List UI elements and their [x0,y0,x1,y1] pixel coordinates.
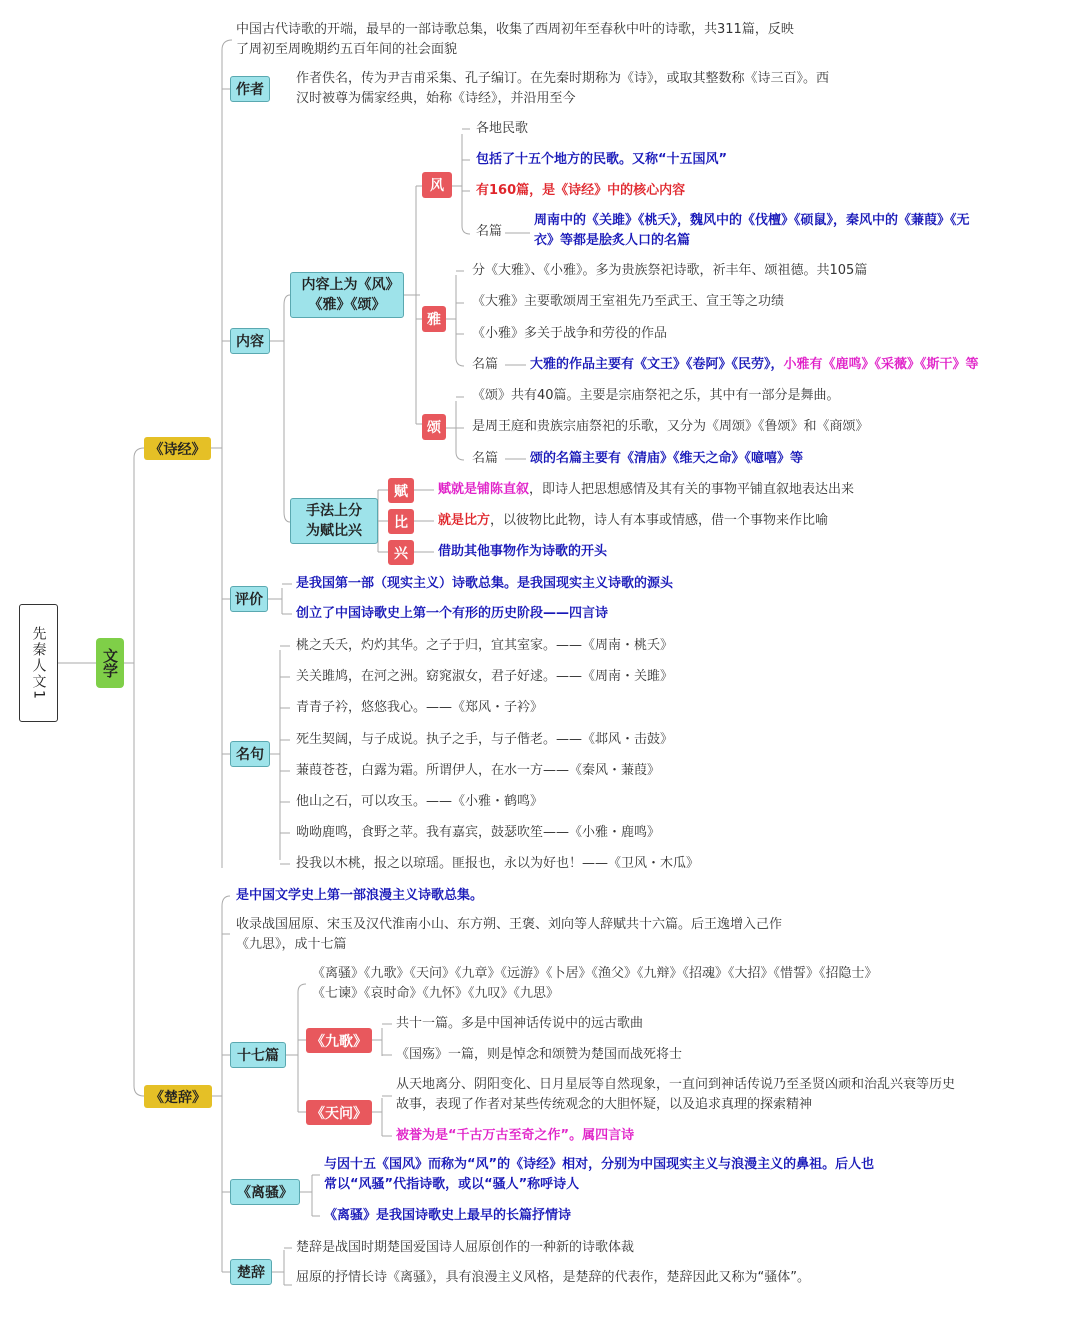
shiqi-list: 《离骚》《九歌》《天问》《九章》《远游》《卜居》《渔父》《九辩》《招魂》《大招》《惜誓》《招隐士》《七谏》《哀时命》《九怀》《九叹》《九思》 [312,966,872,1001]
pingjia-item-2: 创立了中国诗歌史上第一个有形的历史阶段——四言诗 [296,606,609,621]
fu-highlight: 赋就是铺陈直叙 [438,482,530,497]
wenxue-label: 文学 [101,648,119,678]
jiuge-item-1: 共十一篇。多是中国神话传说中的远古歌曲 [396,1016,644,1031]
chucibox-node[interactable]: 楚辞 [230,1259,272,1285]
fu-text [438,480,854,500]
feng-item-2: 包括了十五个地方的民歌。又称“十五国风” [476,152,728,167]
lisao-text-1: 与因十五《国风》而称为“风”的《诗经》相对，分别为中国现实主义与浪漫主义的鼻祖。后人也常以“风骚”代指诗歌，或以“骚人”称呼诗人 [324,1157,875,1192]
song-node[interactable]: 颂 [422,414,446,440]
xing-text: 借助其他事物作为诗歌的开头 [438,544,608,559]
mingju-item: 蒹葭苍苍，白露为霜。所谓伊人，在水一方——《秦风・蒹葭》 [296,763,661,778]
chuci-node[interactable]: 《楚辞》 [144,1085,212,1108]
fu-rest: ，即诗人把思想感情及其有关的事物平铺直叙地表达出来 [529,482,855,497]
feng-node[interactable]: 风 [422,172,452,198]
mingju-node[interactable]: 名句 [230,741,270,767]
root-label: 先秦人文1 [30,625,47,701]
pingjia-item-1: 是我国第一部（现实主义）诗歌总集。是我国现实主义诗歌的源头 [296,576,674,591]
ya-node[interactable]: 雅 [422,306,446,332]
ya-item-1: 分《大雅》、《小雅》。多为贵族祭祀诗歌，祈丰年、颂祖德。共105篇 [472,263,868,278]
chucibox-item-1: 楚辞是战国时期楚国爱国诗人屈原创作的一种新的诗歌体裁 [296,1240,635,1255]
shijing-intro: 中国古代诗歌的开端，最早的一部诗歌总集，收集了西周初年至春秋中叶的诗歌，共311篇，反映了周初至周晚期约五百年间的社会面貌 [236,22,794,57]
chucibox-item-2: 屈原的抒情长诗《离骚》，具有浪漫主义风格，是楚辞的代表作，楚辞因此又称为“骚体”。 [296,1270,810,1285]
jiuge-node[interactable]: 《九歌》 [306,1028,372,1053]
mingju-item: 死生契阔，与子成说。执子之手，与子偕老。——《邶风・击鼓》 [296,732,674,747]
shoufa-node[interactable]: 手法上分为赋比兴 [290,498,378,544]
ya-ming-blue: 大雅的作品主要有《文王》《卷阿》《民劳》， [530,357,784,372]
song-item-2: 是周王庭和贵族宗庙祭祀的乐歌，又分为《周颂》《鲁颂》和《商颂》 [472,419,869,434]
wenxue-node[interactable] [96,638,124,688]
feng-item-1: 各地民歌 [476,121,529,136]
content-sub-node[interactable]: 内容上为《风》《雅》《颂》 [290,272,404,318]
author-text: 作者佚名，传为尹吉甫采集、孔子编订。在先秦时期称为《诗》，或取其整数称《诗三百》。西汉时被尊为儒家经典，始称《诗经》，并沿用至今 [296,71,830,106]
pingjia-node[interactable]: 评价 [230,586,268,612]
mingju-item: 桃之夭夭，灼灼其华。之子于归，宜其室家。——《周南・桃夭》 [296,638,674,653]
content-node[interactable]: 内容 [230,328,270,354]
shijing-node[interactable]: 《诗经》 [144,437,211,460]
shiqi-node[interactable]: 十七篇 [230,1042,286,1068]
mingju-item: 呦呦鹿鸣，食野之苹。我有嘉宾，鼓瑟吹笙——《小雅・鹿鸣》 [296,825,661,840]
mingju-item: 关关雎鸠，在河之洲。窈窕淑女，君子好逑。——《周南・关雎》 [296,669,674,684]
chuci-intro-1: 是中国文学史上第一部浪漫主义诗歌总集。 [236,888,484,903]
lisao-node[interactable]: 《离骚》 [230,1179,300,1205]
song-ming-text: 颂的名篇主要有《清庙》《维天之命》《噫嘻》等 [530,451,804,466]
bi-text [438,511,828,531]
feng-ming-label: 名篇 [476,224,503,239]
xing-node[interactable]: 兴 [388,540,414,565]
ya-item-2: 《大雅》主要歌颂周王室祖先乃至武王、宣王等之功绩 [472,294,785,309]
bi-rest: ，以彼物比此物，诗人有本事或情感，借一个事物来作比喻 [490,513,829,528]
tianwen-node[interactable]: 《天问》 [306,1100,372,1125]
fu-node[interactable]: 赋 [388,478,414,503]
mingju-item: 他山之石，可以攻玉。——《小雅・鹤鸣》 [296,794,544,809]
tianwen-text: 从天地离分、阴阳变化、日月星辰等自然现象，一直问到神话传说乃至圣贤凶顽和治乱兴衰等历史故事，表现了作者对某些传统观念的大胆怀疑，以及追求真理的探索精神 [396,1077,956,1112]
bi-node[interactable]: 比 [388,509,414,534]
lisao-text-2: 《离骚》是我国诗歌史上最早的长篇抒情诗 [324,1208,572,1223]
author-node[interactable]: 作者 [230,76,270,102]
ya-item-3: 《小雅》多关于战争和劳役的作品 [472,326,668,341]
root-node[interactable] [19,604,58,722]
mingju-item: 青青子衿，悠悠我心。——《郑风・子衿》 [296,700,544,715]
song-item-1: 《颂》共有40篇。主要是宗庙祭祀之乐，其中有一部分是舞曲。 [472,388,840,403]
feng-ming-text: 周南中的《关雎》《桃夭》，魏风中的《伐檀》《硕鼠》，秦风中的《蒹葭》《无衣》等都是脍炙人口的名篇 [534,213,970,248]
mingju-item: 投我以木桃，报之以琼瑶。匪报也，永以为好也！——《卫风・木瓜》 [296,856,700,871]
jiuge-item-2: 《国殇》一篇，则是悼念和颂赞为楚国而战死将士 [396,1047,683,1062]
ya-ming-label: 名篇 [472,357,499,372]
bi-highlight: 就是比方 [438,513,491,528]
ya-ming-text [530,355,979,375]
ya-ming-pink: 小雅有《鹿鸣》《采薇》《斯干》等 [783,357,979,372]
feng-item-3: 有160篇，是《诗经》中的核心内容 [476,183,686,198]
song-ming-label: 名篇 [472,451,499,466]
tianwen-pink: 被誉为是“千古万古至奇之作”。属四言诗 [396,1128,635,1143]
chuci-intro-2: 收录战国屈原、宋玉及汉代淮南小山、东方朔、王褒、刘向等人辞赋共十六篇。后王逸增入己作《九思》，成十七篇 [236,917,783,952]
